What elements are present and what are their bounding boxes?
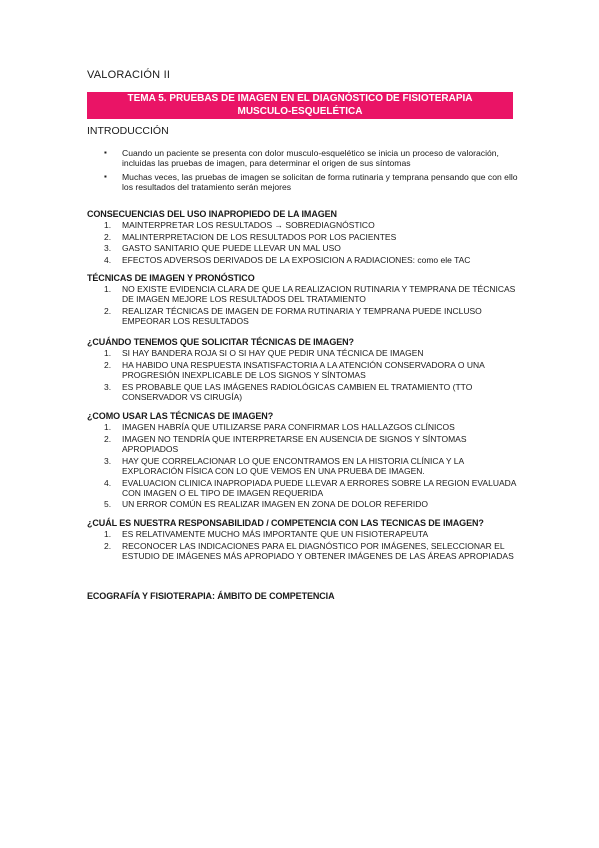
list-number: 5. (104, 499, 112, 510)
list-item (87, 434, 517, 454)
list-item (87, 243, 517, 253)
section-title: ¿COMO USAR LAS TÉCNICAS DE IMAGEN? (87, 411, 274, 421)
list-number: 2. (104, 359, 112, 370)
list-item-text: EVALUACION CLINICA INAPROPIADA PUEDE LLEVAR A ERRORES SOBRE LA REGION EVALUADA CON IMAGEN O EL TIPO DE IMAGEN REQUERIDA (122, 477, 516, 498)
section-when-to-request (87, 337, 517, 404)
section-title: CONSECUENCIAS DEL USO INAPROPIEDO DE LA IMAGEN (87, 209, 337, 219)
list-item (87, 541, 517, 561)
banner-line-2: MUSCULO-ESQUELÉTICA (237, 105, 363, 117)
list-number: 3. (104, 243, 112, 254)
section-list (87, 529, 517, 561)
list-number: 1. (104, 220, 112, 230)
list-item (87, 529, 517, 539)
section-title: ¿CUÁNDO TENEMOS QUE SOLICITAR TÉCNICAS DE IMAGEN? (87, 337, 354, 347)
list-item-text: MALINTERPRETACION DE LOS RESULTADOS POR LOS PACIENTES (122, 231, 397, 242)
section-title: ¿CUÁL ES NUESTRA RESPONSABILIDAD / COMPETENCIA CON LAS TECNICAS DE IMAGEN? (87, 518, 484, 528)
list-item-text: SI HAY BANDERA ROJA SI O SI HAY QUE PEDIR UNA TÉCNICA DE IMAGEN (122, 348, 424, 358)
list-item-text: IMAGEN NO TENDRÍA QUE INTERPRETARSE EN AUSENCIA DE SIGNOS Y SÍNTOMAS APROPIADOS (122, 433, 467, 454)
list-number: 1. (104, 422, 112, 432)
list-number: 1. (104, 348, 112, 358)
intro-heading: INTRODUCCIÓN (87, 125, 169, 137)
document-title: VALORACIÓN II (87, 69, 171, 81)
list-item-text: ES RELATIVAMENTE MUCHO MÁS IMPORTANTE QUE UN FISIOTERAPEUTA (122, 529, 429, 539)
list-number: 4. (104, 477, 112, 488)
section-list (87, 220, 517, 265)
topic-banner (87, 92, 513, 119)
list-number: 2. (104, 540, 112, 551)
list-number: 3. (104, 381, 112, 392)
intro-bullet: ▪ Cuando un paciente se presenta con dolor musculo-esquelético se inicia un proceso de valoración, incluidas las pruebas de imagen, para determinar el origen de sus síntomas (104, 148, 522, 169)
section-consequences (87, 209, 517, 267)
list-item (87, 456, 517, 476)
intro-bullet: ▪ Muchas veces, las pruebas de imagen se solicitan de forma rutinaria y temprana pensando que con ello los resultados del tratamiento serán mejores (104, 172, 522, 193)
list-item-text: UN ERROR COMÚN ES REALIZAR IMAGEN EN ZONA DE DOLOR REFERIDO (122, 499, 429, 510)
list-item-text: HAY QUE CORRELACIONAR LO QUE ENCONTRAMOS EN LA HISTORIA CLÍNICA Y LA EXPLORACIÓN FÍSICA CON LO QUE VEMOS EN UNA PRUEBA DE IMAGEN. (122, 455, 464, 476)
list-item (87, 232, 517, 242)
list-item-text: NO EXISTE EVIDENCIA CLARA DE QUE LA REALIZACION RUTINARIA Y TEMPRANA DE TÉCNICAS DE IMAGEN MEJORE LOS RESULTADOS DEL TRATAMIENTO (122, 284, 516, 305)
section-list (87, 284, 517, 326)
intro-bullet-list (104, 148, 522, 196)
section-list (87, 348, 517, 402)
list-item-text: RECONOCER LAS INDICACIONES PARA EL DIAGNÓSTICO POR IMÁGENES, SELECCIONAR EL ESTUDIO DE IMÁGENES MÁS APROPIADO Y OBTENER IMÁGENES DE LAS ÁREAS APROPIADAS (122, 540, 514, 561)
list-item-text: ES PROBABLE QUE LAS IMÁGENES RADIOLÓGICAS CAMBIEN EL TRATAMIENTO (TTO CONSERVADOR VS CIRUGÍA) (122, 381, 473, 402)
list-item (87, 348, 517, 358)
list-item (87, 284, 517, 304)
list-number: 1. (104, 529, 112, 539)
list-item (87, 382, 517, 402)
list-item (87, 360, 517, 380)
section-title: ECOGRAFÍA Y FISIOTERAPIA: ÁMBITO DE COMPETENCIA (87, 591, 335, 601)
section-responsibility (87, 518, 517, 563)
list-item-text: REALIZAR TÉCNICAS DE IMAGEN DE FORMA RUTINARIA Y TEMPRANA PUEDE INCLUSO EMPEORAR LOS RESULTADOS (122, 305, 482, 327)
section-imaging-prognosis (87, 273, 517, 328)
list-item-text: IMAGEN HABRÍA QUE UTILIZARSE PARA CONFIRMAR LOS HALLAZGOS CLÍNICOS (122, 422, 455, 432)
list-item (87, 306, 517, 326)
list-item-text: MAINTERPRETAR LOS RESULTADOS → SOBREDIAGNÓSTICO (122, 220, 375, 230)
list-number: 2. (104, 433, 112, 444)
list-item (87, 499, 517, 509)
section-list (87, 422, 517, 510)
section-ultrasound (87, 591, 517, 602)
list-number: 4. (104, 255, 112, 266)
list-item (87, 255, 517, 265)
banner-line-1: TEMA 5. PRUEBAS DE IMAGEN EN EL DIAGNÓSTICO DE FISIOTERAPIA (127, 93, 473, 104)
section-how-to-use (87, 411, 517, 511)
section-title: TÉCNICAS DE IMAGEN Y PRONÓSTICO (87, 273, 255, 283)
list-number: 2. (104, 231, 112, 242)
list-item (87, 220, 517, 230)
list-item-text: HA HABIDO UNA RESPUESTA INSATISFACTORIA A LA ATENCIÓN CONSERVADORA O UNA PROGRESIÓN INEXPLICABLE DE LOS SIGNOS Y SÍNTOMAS (122, 359, 485, 380)
list-item (87, 478, 517, 498)
list-item-text: EFECTOS ADVERSOS DERIVADOS DE LA EXPOSICION A RADIACIONES: como ele TAC (122, 255, 471, 266)
list-item-text: GASTO SANITARIO QUE PUEDE LLEVAR UN MAL USO (122, 243, 341, 254)
list-number: 1. (104, 284, 112, 294)
list-item (87, 422, 517, 432)
list-number: 2. (104, 305, 112, 316)
list-number: 3. (104, 455, 112, 466)
